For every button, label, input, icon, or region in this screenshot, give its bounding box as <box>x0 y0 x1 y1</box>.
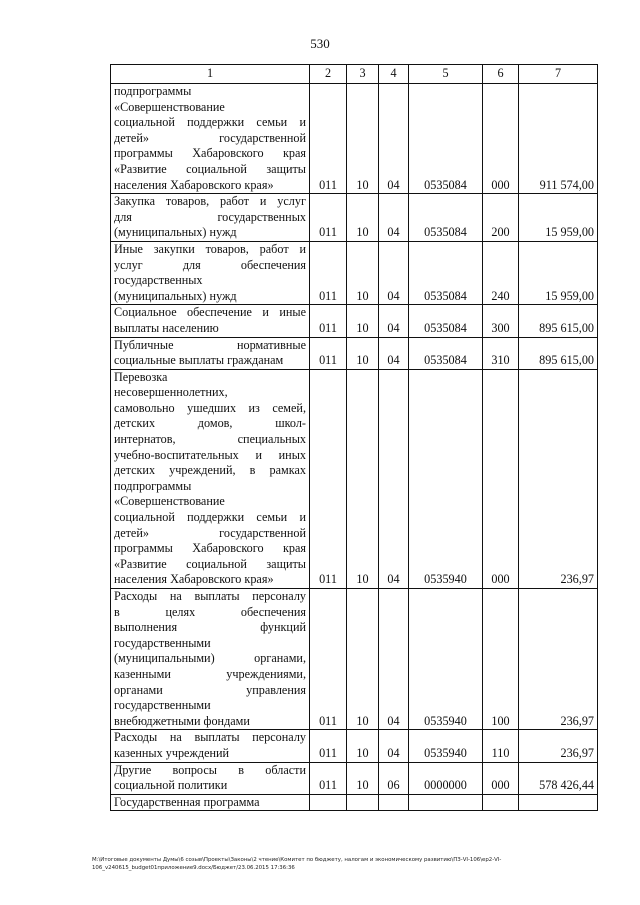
description-line: Расходы на выплаты персоналу <box>114 730 306 745</box>
row-description <box>111 730 310 762</box>
target-article-code: 0535084 <box>409 337 483 369</box>
row-description <box>111 305 310 337</box>
description-line: (муниципальными) органами, <box>114 651 306 666</box>
table-row <box>111 762 598 794</box>
ministry-code: 011 <box>310 369 347 588</box>
row-description <box>111 589 310 730</box>
description-line: Иные закупки товаров, работ и <box>114 241 306 256</box>
column-header-4: 4 <box>379 65 409 84</box>
description-line: программы Хабаровского края <box>114 146 306 161</box>
description-line: казенных учреждений <box>114 745 230 760</box>
section-code: 10 <box>347 241 379 304</box>
description-line: детских учреждений, в рамках <box>114 463 306 478</box>
ministry-code: 011 <box>310 241 347 304</box>
row-description <box>111 241 310 304</box>
footer-path-line-1: M:\Итоговые документы Думы\6 созыв\Проекты\Законы\2 чтение\Комитет по бюджету, налогам и экономическому развитию\ПЗ-VI-106\ер2-VI- <box>92 857 502 863</box>
amount-value: 236,97 <box>519 589 598 730</box>
description-line: социальной поддержки семьи и <box>114 510 306 525</box>
ministry-code: 011 <box>310 730 347 762</box>
description-line: внебюджетными фондами <box>114 713 250 728</box>
section-code: 10 <box>347 337 379 369</box>
description-line: Расходы на выплаты персоналу <box>114 589 306 603</box>
table-row <box>111 241 598 304</box>
description-line: программы Хабаровского края <box>114 541 306 556</box>
target-article-code: 0535940 <box>409 369 483 588</box>
column-header-5: 5 <box>409 65 483 84</box>
description-line: Другие вопросы в области <box>114 762 306 777</box>
description-line: «Развитие социальной защиты <box>114 161 306 176</box>
section-code: 10 <box>347 84 379 194</box>
subsection-code: 04 <box>379 369 409 588</box>
description-line: государственными <box>114 635 211 650</box>
target-article-code: 0535084 <box>409 194 483 242</box>
document-footer <box>92 856 612 872</box>
description-line: казенными учреждениями, <box>114 666 306 681</box>
ministry-code: 011 <box>310 589 347 730</box>
description-line: несовершеннолетних, <box>114 385 228 400</box>
subsection-code: 04 <box>379 730 409 762</box>
description-line: Закупка товаров, работ и услуг <box>114 194 306 209</box>
expense-type-code: 310 <box>483 337 519 369</box>
section-code: 10 <box>347 589 379 730</box>
column-header-2: 2 <box>310 65 347 84</box>
description-line: (муниципальных) нужд <box>114 225 237 240</box>
expense-type-code: 110 <box>483 730 519 762</box>
target-article-code: 0535940 <box>409 589 483 730</box>
table-body <box>111 84 598 811</box>
subsection-code: 04 <box>379 241 409 304</box>
ministry-code: 011 <box>310 84 347 194</box>
ministry-code: 011 <box>310 337 347 369</box>
table-row <box>111 589 598 730</box>
subsection-code: 04 <box>379 589 409 730</box>
row-description <box>111 762 310 794</box>
description-line: детей» государственной <box>114 525 306 540</box>
budget-table <box>110 64 598 811</box>
description-line: государственных <box>114 273 203 288</box>
ministry-code: 011 <box>310 305 347 337</box>
target-article-code: 0535940 <box>409 730 483 762</box>
amount-value: 895 615,00 <box>519 337 598 369</box>
amount-value <box>519 794 598 811</box>
description-line: социальные выплаты гражданам <box>114 353 284 368</box>
expense-type-code <box>483 794 519 811</box>
description-line: самовольно ушедших из семей, <box>114 400 306 415</box>
section-code: 10 <box>347 305 379 337</box>
ministry-code <box>310 794 347 811</box>
row-description <box>111 369 310 588</box>
description-line: «Совершенствование <box>114 494 225 509</box>
expense-type-code: 000 <box>483 762 519 794</box>
table-row <box>111 794 598 811</box>
section-code: 10 <box>347 369 379 588</box>
amount-value: 15 959,00 <box>519 241 598 304</box>
footer-path-line-2: 106_v240615_budget01приложение9.docx/Бюджет/23.06.2015 17:36:36 <box>92 865 295 871</box>
row-description <box>111 794 310 811</box>
section-code: 10 <box>347 762 379 794</box>
description-line: выплаты населению <box>114 320 219 335</box>
section-code <box>347 794 379 811</box>
description-line: «Развитие социальной защиты <box>114 556 306 571</box>
description-line: населения Хабаровского края» <box>114 177 274 192</box>
description-line: подпрограммы <box>114 84 192 98</box>
description-line: для государственных <box>114 209 306 224</box>
description-line: Социальное обеспечение и иные <box>114 305 306 320</box>
description-line: «Совершенствование <box>114 99 225 114</box>
column-header-3: 3 <box>347 65 379 84</box>
expense-type-code: 300 <box>483 305 519 337</box>
column-header-1: 1 <box>111 65 310 84</box>
row-description <box>111 84 310 194</box>
description-line: услуг для обеспечения <box>114 257 306 272</box>
expense-type-code: 000 <box>483 84 519 194</box>
header-row <box>111 65 598 84</box>
table-row <box>111 84 598 194</box>
description-line: выполнения функций <box>114 620 306 635</box>
column-header-6: 6 <box>483 65 519 84</box>
description-line: Публичные нормативные <box>114 337 306 352</box>
expense-type-code: 240 <box>483 241 519 304</box>
row-description <box>111 337 310 369</box>
subsection-code: 04 <box>379 84 409 194</box>
ministry-code: 011 <box>310 762 347 794</box>
description-line: социальной политики <box>114 778 228 793</box>
description-line: подпрограммы <box>114 478 192 493</box>
target-article-code: 0535084 <box>409 84 483 194</box>
description-line: интернатов, специальных <box>114 432 306 447</box>
amount-value: 895 615,00 <box>519 305 598 337</box>
description-line: Перевозка <box>114 369 168 384</box>
description-line: в целях обеспечения <box>114 604 306 619</box>
subsection-code: 04 <box>379 337 409 369</box>
expense-type-code: 200 <box>483 194 519 242</box>
ministry-code: 011 <box>310 194 347 242</box>
description-line: детских домов, школ- <box>114 416 306 431</box>
amount-value: 578 426,44 <box>519 762 598 794</box>
subsection-code <box>379 794 409 811</box>
description-line: населения Хабаровского края» <box>114 572 274 587</box>
table-row <box>111 337 598 369</box>
subsection-code: 04 <box>379 305 409 337</box>
description-line: Государственная программа <box>114 794 260 809</box>
description-line: органами управления <box>114 682 306 697</box>
subsection-code: 04 <box>379 194 409 242</box>
column-header-7: 7 <box>519 65 598 84</box>
amount-value: 15 959,00 <box>519 194 598 242</box>
description-line: детей» государственной <box>114 130 306 145</box>
amount-value: 911 574,00 <box>519 84 598 194</box>
table-row <box>111 305 598 337</box>
amount-value: 236,97 <box>519 369 598 588</box>
target-article-code: 0535084 <box>409 241 483 304</box>
target-article-code: 0535084 <box>409 305 483 337</box>
section-code: 10 <box>347 194 379 242</box>
description-line: учебно-воспитательных и иных <box>114 447 306 462</box>
description-line: государственными <box>114 698 211 713</box>
row-description <box>111 194 310 242</box>
amount-value: 236,97 <box>519 730 598 762</box>
table-row <box>111 194 598 242</box>
target-article-code <box>409 794 483 811</box>
expense-type-code: 100 <box>483 589 519 730</box>
subsection-code: 06 <box>379 762 409 794</box>
table-row <box>111 369 598 588</box>
section-code: 10 <box>347 730 379 762</box>
description-line: социальной поддержки семьи и <box>114 115 306 130</box>
description-line: (муниципальных) нужд <box>114 288 237 303</box>
page-number: 530 <box>310 36 330 51</box>
expense-type-code: 000 <box>483 369 519 588</box>
table-row <box>111 730 598 762</box>
target-article-code: 0000000 <box>409 762 483 794</box>
